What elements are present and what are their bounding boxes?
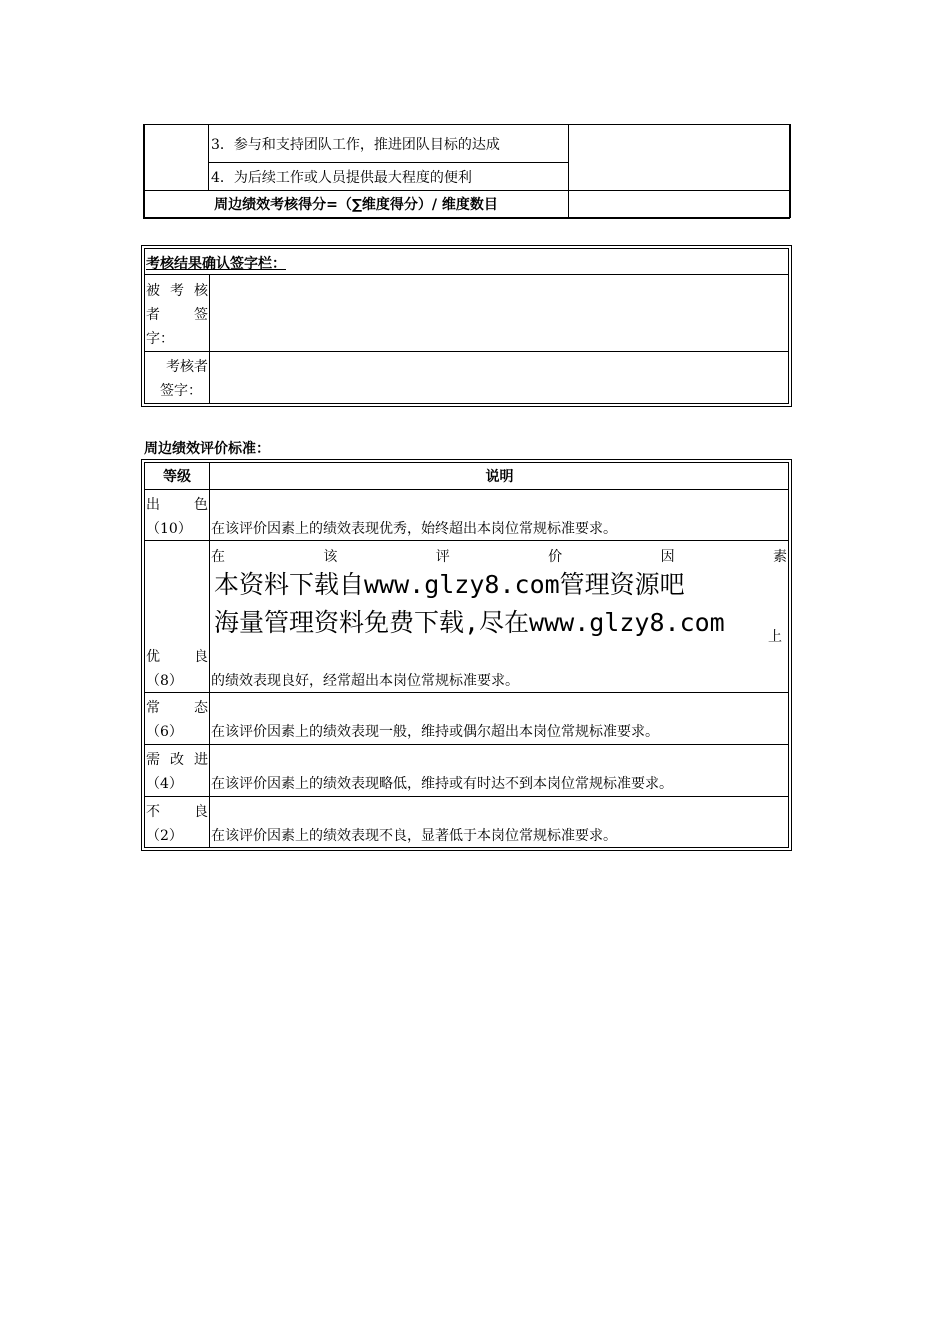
score-formula: 周边绩效考核得分=（∑维度得分）/ 维度数目 [214, 197, 498, 213]
grade-description: 在该评价因素上的绩效表现不良，显著低于本岗位常规标准要求。 [211, 828, 617, 844]
table-row: 常 态 （6） [146, 700, 208, 740]
watermark-line-1: 本资料下载自www.glzy8.com管理资源吧 [214, 570, 685, 599]
assessee-signature-field[interactable] [211, 277, 787, 349]
table-row: 不 良 （2） [146, 804, 208, 844]
grade-description-top: 在 该 评 价 因 素 [211, 549, 787, 565]
table-row: 需 改 进 （4） [146, 752, 208, 792]
grade-header: 等级 [163, 469, 191, 485]
table-row: 4．为后续工作或人员提供最大程度的便利 [211, 170, 472, 186]
assessee-label: 被 考 核 者 签 字： [146, 283, 208, 347]
table-row: 优 良 （8） [146, 649, 208, 689]
signature-title: 考核结果确认签字栏： [146, 256, 286, 272]
grade-description: 在该评价因素上的绩效表现一般，维持或偶尔超出本岗位常规标准要求。 [211, 724, 659, 740]
standards-heading: 周边绩效评价标准： [144, 441, 270, 457]
grade-description: 在该评价因素上的绩效表现优秀，始终超出本岗位常规标准要求。 [211, 521, 617, 537]
grade-description-mid: 上 [768, 629, 782, 645]
table-row: 出 色 （10） [146, 497, 208, 537]
watermark-line-2: 海量管理资料免费下载,尽在www.glzy8.com [214, 608, 725, 637]
table-row: 3．参与和支持团队工作，推进团队目标的达成 [211, 137, 500, 153]
grade-description: 在该评价因素上的绩效表现略低，维持或有时达不到本岗位常规标准要求。 [211, 776, 673, 792]
assessor-label: 考核者 签字： [160, 359, 208, 399]
assessor-signature-field[interactable] [211, 354, 787, 402]
description-header: 说明 [485, 469, 514, 485]
grade-description: 的绩效表现良好，经常超出本岗位常规标准要求。 [211, 673, 519, 689]
